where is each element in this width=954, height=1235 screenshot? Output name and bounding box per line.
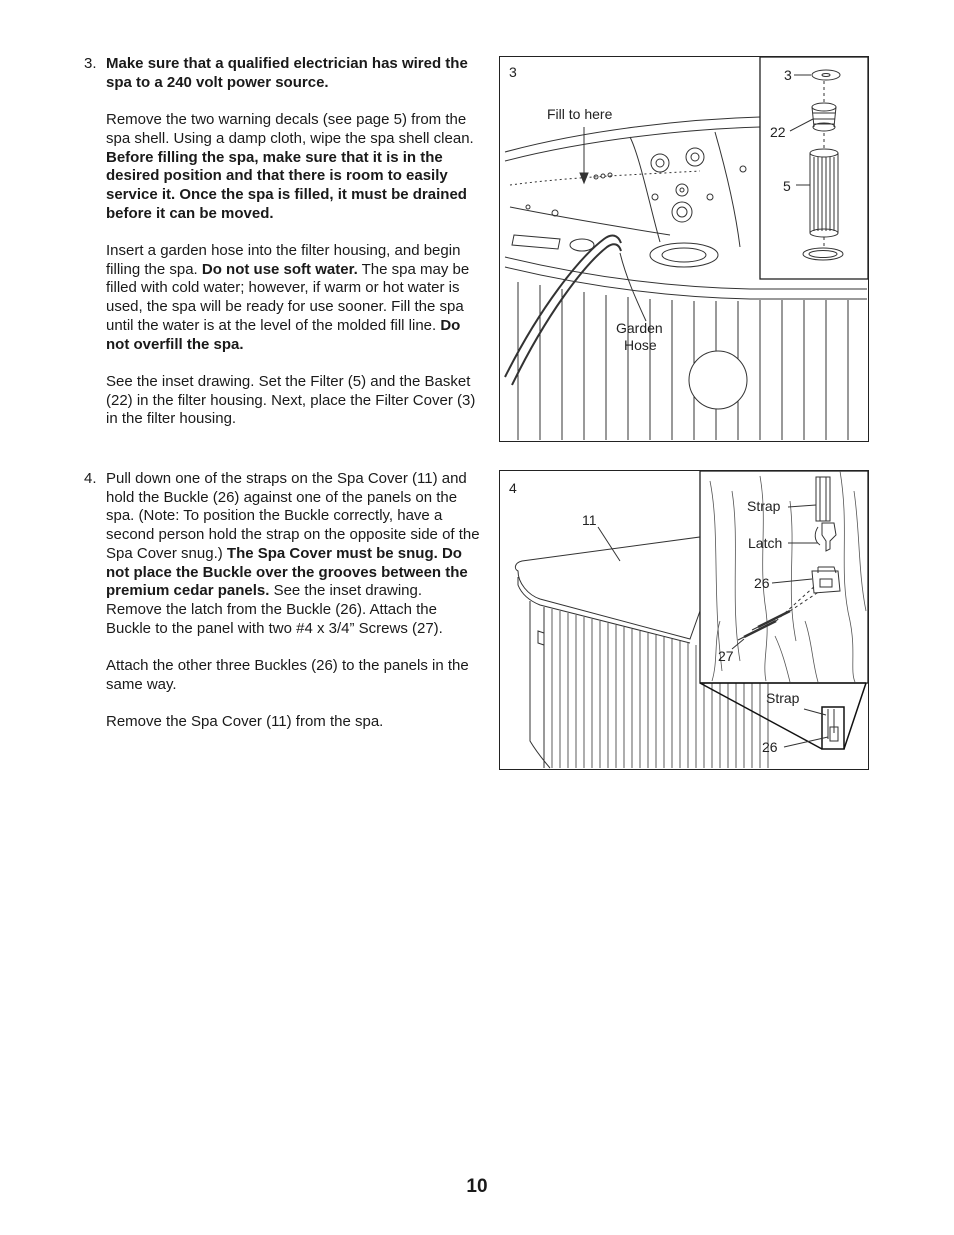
step-4-paragraph-2: Attach the other three Buckles (26) to the panels in the same way. [106,657,469,693]
step-3-number: 3. [84,55,97,72]
garden-hose-label-line-1: Garden [616,320,663,336]
step-4 [84,470,480,732]
step-3-paragraph-2: Remove the two warning decals (see page 5) from the spa shell. Using a damp cloth, wipe the spa shell clean. Before filling the spa, make sure that it is in the desired position and that there is room to easily service it. Once the spa is filled, it must be drained before it can be moved. [106,111,474,222]
figure-4-illustration [500,471,868,769]
figure-4-number: 4 [509,480,517,496]
step-3 [84,55,480,429]
figure-4 [499,470,869,770]
figure-3-number: 3 [509,64,517,80]
step-4-number: 4. [84,470,97,487]
buckle-detail-label: 26 [762,739,778,755]
step-4-paragraph-1: Pull down one of the straps on the Spa Cover (11) and hold the Buckle (26) against one of the panels on the spa. (Note: To position the Buckle correctly, have a second person hold the strap on the opposite side of the Spa Cover snug.) The Spa Cover must be snug. Do not place the Buckle over the grooves between the premium cedar panels. See the inset drawing. Remove the latch from the Buckle (26). Attach the Buckle to the panel with two #4 x 3/4” Screws (27). [106,470,480,637]
strap-label: Strap [747,498,781,514]
fill-to-here-label: Fill to here [547,106,613,122]
step-3-paragraph-4: See the inset drawing. Set the Filter (5) and the Basket (22) in the filter housing. Next, place the Filter Cover (3) in the filter housing. [106,372,476,428]
step-3-paragraph-1: Make sure that a qualified electrician has wired the spa to a 240 volt power source. [106,55,468,91]
step-3-body [106,55,480,429]
strap-detail-label: Strap [766,690,800,706]
figure-3 [499,56,869,442]
step-4-body [106,470,480,732]
garden-hose-label-line-2: Hose [624,337,657,353]
page-number: 10 [466,1176,488,1197]
screw-label: 27 [718,648,734,664]
inset-label-filter-cover: 3 [784,67,792,83]
inset-label-filter: 5 [783,178,791,194]
latch-label: Latch [748,535,783,551]
step-4-paragraph-3: Remove the Spa Cover (11) from the spa. [106,713,384,731]
step-3-paragraph-3: Insert a garden hose into the filter housing, and begin filling the spa. Do not use soft water. The spa may be filled with cold water; however, if warm or hot water is used, the spa will be ready for use sooner. Fill the spa until the water is at the level of the molded fill line. Do not overfill the spa. [106,242,470,353]
buckle-label: 26 [754,575,770,591]
inset-label-basket: 22 [770,124,786,140]
spa-cover-label: 11 [582,512,597,528]
